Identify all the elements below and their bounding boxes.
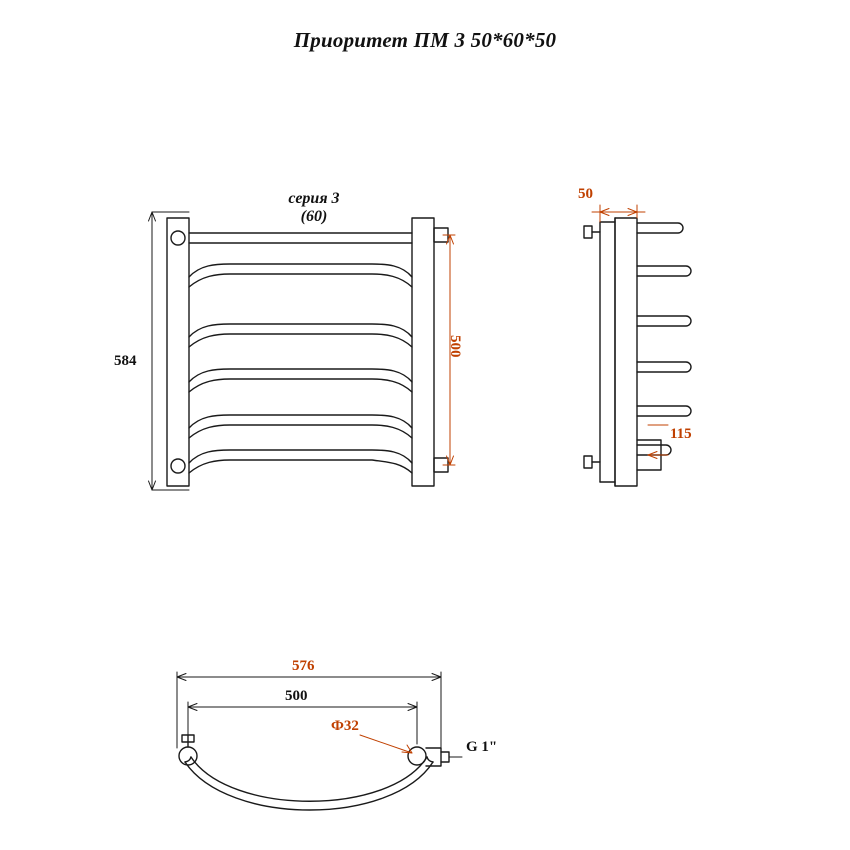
top-center-dimension (188, 702, 417, 744)
side-view-body (584, 218, 691, 486)
series-label (264, 190, 364, 226)
front-height-dimension (149, 212, 190, 490)
thread-label: G 1" (466, 739, 498, 755)
side-bracket-leader (648, 425, 668, 459)
page-title: Приоритет ПМ 3 50*60*50 (293, 28, 557, 52)
top-center-width-label: 500 (285, 688, 308, 704)
side-bracket-label: 115 (670, 426, 692, 442)
front-left-collector (167, 218, 189, 486)
tube-diameter-leader (360, 735, 412, 753)
series-label-line2: (60) (300, 208, 328, 225)
series-label-line1: серия 3 (288, 190, 340, 207)
front-height-label: 584 (114, 353, 137, 369)
front-rails (189, 233, 412, 473)
top-overall-width-label: 576 (292, 658, 315, 674)
tube-diameter-label: Ф32 (331, 718, 359, 734)
front-center-distance-label: 500 (447, 335, 463, 358)
top-overall-dimension (177, 672, 441, 748)
top-view-body (179, 735, 449, 810)
front-right-collector (412, 218, 448, 486)
side-depth-label: 50 (578, 186, 593, 202)
